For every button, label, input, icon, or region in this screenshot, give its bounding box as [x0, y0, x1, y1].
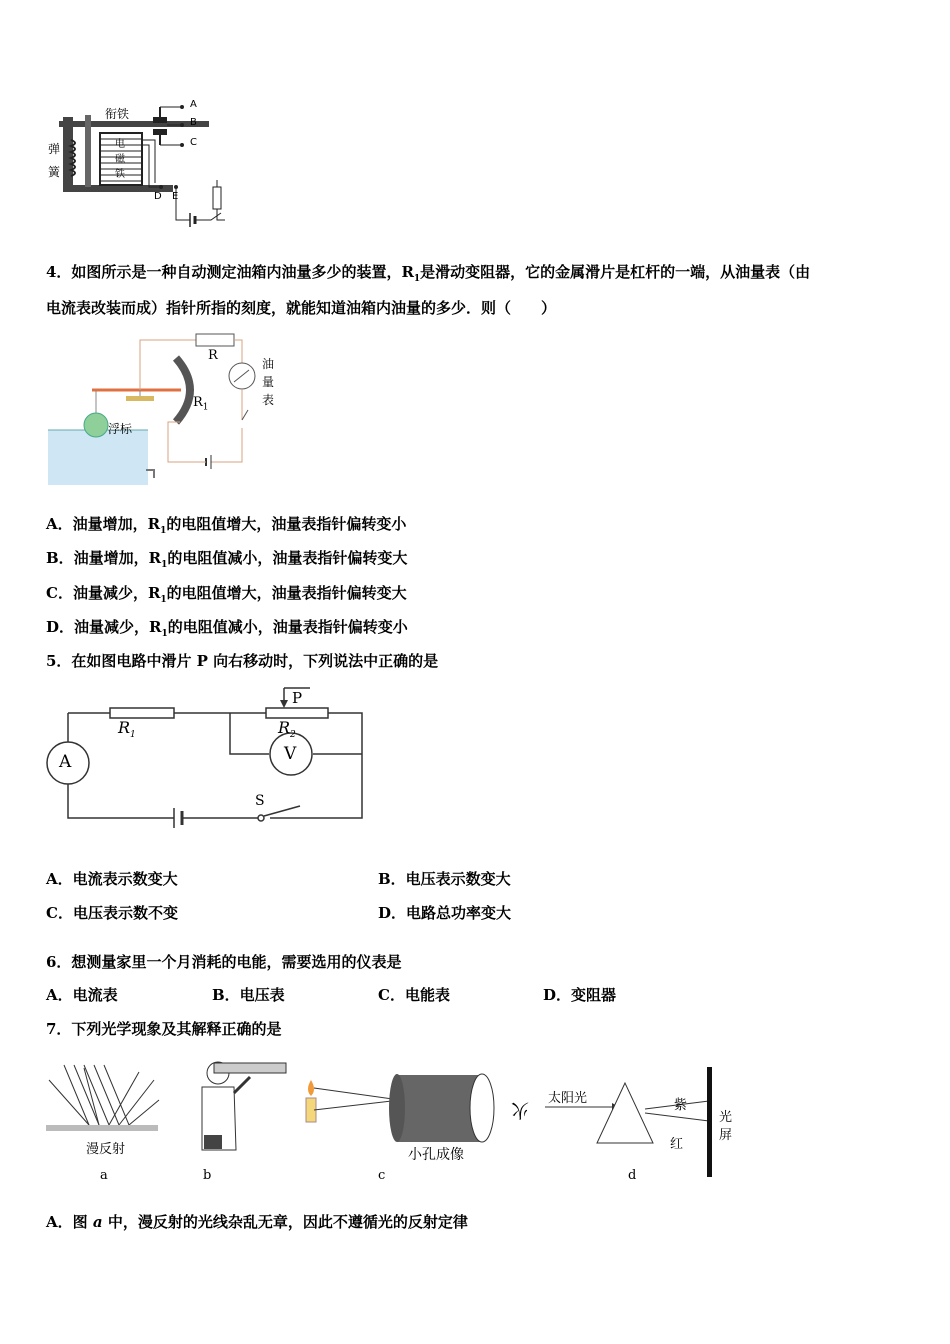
- relay-terminal-d: D: [154, 191, 162, 202]
- optics-letter-d: d: [628, 1168, 637, 1183]
- optics-letter-a: a: [100, 1168, 108, 1183]
- q5-option-a: A．电流表示数变大: [46, 870, 178, 888]
- circuit-voltmeter-label: V: [284, 744, 297, 764]
- q7-option-a: A．图 a 中，漫反射的光线杂乱无章，因此不遵循光的反射定律: [46, 1213, 468, 1231]
- optics-figure-d-violet: 紫: [674, 1098, 688, 1113]
- q4-option-b: B．油量增加，$R_1$的电阻值减小，油量表指针偏转变大: [46, 549, 408, 570]
- fuel-gauge-meter-label-2: 量: [262, 375, 275, 389]
- relay-electromagnet-label-1: 电: [115, 139, 125, 150]
- circuit-r1-label: $R_1$: [118, 718, 136, 741]
- q6-option-c: C．电能表: [378, 986, 450, 1004]
- circuit-p-label: P: [292, 689, 303, 707]
- optics-figure-d-red: 红: [670, 1137, 684, 1152]
- optics-figure-b: [190, 1055, 295, 1155]
- relay-armature-label: 衔铁: [105, 107, 130, 121]
- relay-terminal-a: A: [190, 99, 197, 110]
- relay-spring-label-1: 弹: [48, 142, 61, 156]
- circuit-switch-label: S: [255, 793, 265, 809]
- q4-option-d: D．油量减少，$R_1$的电阻值减小，油量表指针偏转变小: [46, 618, 408, 639]
- optics-figure-c: [302, 1070, 532, 1150]
- optics-figure-c-image: 火: [511, 1099, 529, 1120]
- circuit-figure: [40, 680, 380, 840]
- fuel-gauge-figure: [46, 330, 286, 490]
- q7-stem: 7．下列光学现象及其解释正确的是: [46, 1020, 282, 1038]
- optics-figure-a: [44, 1060, 164, 1140]
- q6-option-d: D．变阻器: [543, 986, 617, 1004]
- optics-figure-d: [545, 1065, 745, 1180]
- q4-stem-line1: 4．如图所示是一种自动测定油箱内油量多少的装置，$R_1$是滑动变阻器，它的金属滑片是杠杆的一端，从油量表（由: [46, 263, 811, 284]
- q5-option-b: B．电压表示数变大: [378, 870, 511, 888]
- q6-option-b: B．电压表: [212, 986, 285, 1004]
- relay-electromagnet-label-3: 铁: [115, 169, 125, 180]
- optics-figure-c-caption: 小孔成像: [408, 1147, 464, 1163]
- q5-option-d: D．电路总功率变大: [378, 904, 512, 922]
- optics-figure-a-caption: 漫反射: [86, 1142, 126, 1157]
- fuel-gauge-meter-label-3: 表: [262, 393, 275, 407]
- relay-terminal-e: E: [172, 191, 179, 202]
- q5-stem: 5．在如图电路中滑片 P 向右移动时，下列说法中正确的是: [46, 652, 439, 670]
- optics-letter-c: c: [378, 1168, 386, 1183]
- circuit-r2-label: $R_2$: [278, 718, 296, 741]
- q4-option-c: C．油量减少，$R_1$的电阻值增大，油量表指针偏转变大: [46, 584, 407, 605]
- fuel-gauge-r1-label: $R_1$: [193, 395, 209, 413]
- q4-stem-line2: 电流表改装而成）指针所指的刻度，就能知道油箱内油量的多少．则（ ）: [46, 299, 557, 317]
- q5-option-c: C．电压表示数不变: [46, 904, 178, 922]
- relay-terminal-c: C: [190, 137, 197, 148]
- relay-electromagnet-label-2: 磁: [115, 154, 125, 165]
- q6-stem: 6．想测量家里一个月消耗的电能，需要选用的仪表是: [46, 953, 402, 971]
- circuit-ammeter-label: A: [59, 752, 72, 772]
- relay-terminal-b: B: [190, 117, 197, 128]
- fuel-gauge-meter-label-1: 油: [262, 357, 275, 371]
- optics-letter-b: b: [203, 1168, 212, 1183]
- fuel-gauge-r-label: R: [208, 348, 218, 363]
- relay-figure: [45, 95, 235, 245]
- optics-figure-d-screen-2: 屏: [719, 1128, 733, 1143]
- optics-figure-d-screen-1: 光: [719, 1110, 733, 1125]
- fuel-gauge-float-label: 浮标: [108, 422, 133, 436]
- optics-figure-d-sunlight: 太阳光: [548, 1091, 588, 1106]
- relay-spring-label-2: 簧: [48, 165, 61, 179]
- q6-option-a: A．电流表: [46, 986, 118, 1004]
- q4-option-a: A．油量增加，$R_1$的电阻值增大，油量表指针偏转变小: [46, 515, 407, 536]
